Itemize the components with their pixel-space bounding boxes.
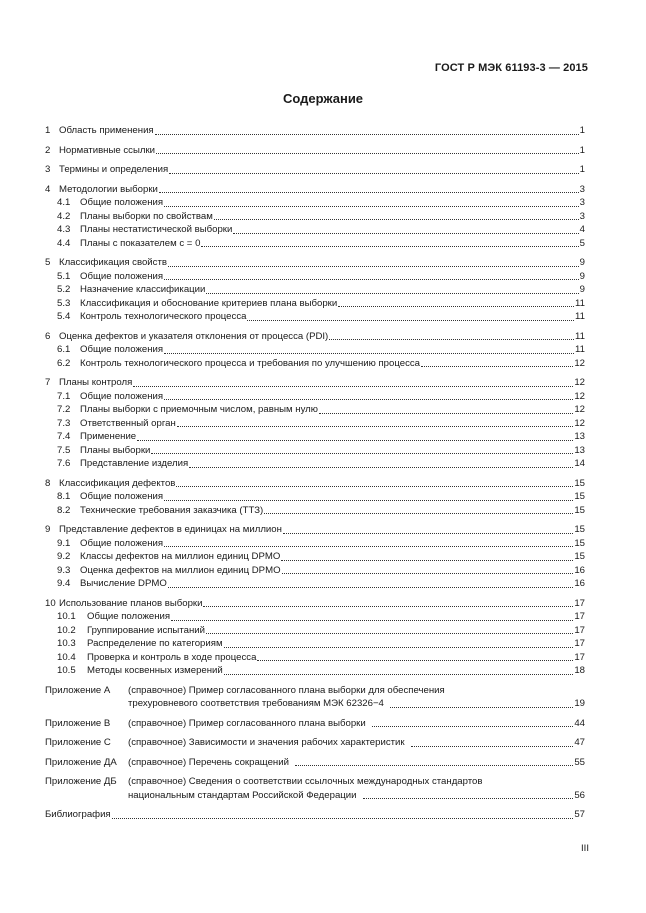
dot-leader bbox=[159, 191, 579, 193]
toc-entry-number: 7.3 bbox=[57, 417, 71, 429]
appendix-page: 56 bbox=[574, 789, 585, 801]
toc-entry-number: 7.1 bbox=[57, 390, 71, 402]
toc-entry-number: 6.2 bbox=[57, 357, 71, 369]
toc-entry-page: 14 bbox=[574, 458, 585, 469]
dot-leader bbox=[168, 586, 574, 588]
dot-leader bbox=[224, 646, 574, 648]
toc-entry-title: Представление изделия bbox=[80, 458, 189, 469]
toc-entry-page: 9 bbox=[579, 257, 585, 268]
appendix-entry[interactable] bbox=[45, 684, 585, 711]
toc-entry-number: 9.1 bbox=[57, 537, 71, 549]
toc-entry-number: 5.2 bbox=[57, 284, 71, 295]
dot-leader bbox=[214, 218, 579, 220]
dot-leader bbox=[283, 532, 573, 534]
toc-entry-number: 8 bbox=[45, 477, 51, 489]
appendix-entry[interactable] bbox=[45, 736, 585, 750]
toc-entry-page: 1 bbox=[579, 125, 585, 136]
dot-leader bbox=[168, 265, 579, 267]
toc-entry[interactable] bbox=[45, 550, 585, 564]
toc-entry-title: Ответственный орган bbox=[80, 417, 176, 429]
toc-entry[interactable] bbox=[45, 523, 585, 537]
toc-entry[interactable] bbox=[45, 637, 585, 651]
toc-entry-number: 10.3 bbox=[57, 638, 76, 649]
appendix-text bbox=[128, 736, 585, 750]
page-number: III bbox=[581, 843, 589, 854]
toc-entry-page: 17 bbox=[574, 638, 585, 649]
toc-entry-number: 10.1 bbox=[57, 611, 76, 622]
dot-leader bbox=[112, 817, 574, 819]
toc-entry-title: Планы выборки bbox=[80, 444, 151, 456]
toc-entry-title: Назначение классификации bbox=[80, 284, 206, 295]
appendix-title-line bbox=[128, 717, 585, 731]
toc-entry-page: 12 bbox=[574, 417, 585, 429]
toc-entry-title: Планы нестатистической выборки bbox=[80, 224, 233, 235]
toc-entry-number: 7.5 bbox=[57, 444, 71, 456]
toc-entry-number: 3 bbox=[45, 164, 51, 175]
toc-entry-number: 4.2 bbox=[57, 210, 71, 222]
appendix-label: Приложение В bbox=[45, 717, 111, 729]
toc-entry-number: 7.4 bbox=[57, 431, 71, 442]
bibliography-page: 57 bbox=[574, 809, 585, 820]
toc-entry-title: Общие положения bbox=[80, 491, 164, 502]
toc-entry[interactable] bbox=[45, 163, 585, 177]
dot-leader bbox=[133, 385, 573, 387]
toc-entry-title: Планы с показателем c = 0 bbox=[80, 237, 201, 249]
document-code: ГОСТ Р МЭК 61193-3 — 2015 bbox=[434, 62, 588, 74]
toc-entry[interactable] bbox=[45, 664, 585, 678]
dot-leader bbox=[329, 338, 574, 340]
dot-leader bbox=[169, 172, 578, 174]
toc-entry-page: 17 bbox=[574, 651, 585, 663]
toc-entry[interactable] bbox=[45, 504, 585, 518]
dot-leader bbox=[264, 512, 573, 514]
toc-entry-title: Общие положения bbox=[80, 197, 164, 208]
dot-leader bbox=[206, 292, 578, 294]
appendix-title-text: национальным стандартам Российской Федерации bbox=[128, 789, 357, 801]
toc-entry-number: 6 bbox=[45, 330, 51, 342]
table-of-contents bbox=[45, 124, 585, 822]
toc-entry-page: 16 bbox=[574, 564, 585, 576]
dot-leader bbox=[155, 133, 579, 135]
toc-entry-page: 15 bbox=[574, 537, 585, 549]
appendix-text bbox=[128, 717, 585, 731]
toc-entry-page: 18 bbox=[574, 665, 585, 676]
toc-entry-title: Контроль технологического процесса bbox=[80, 311, 247, 322]
toc-entry[interactable] bbox=[45, 343, 585, 357]
dot-leader bbox=[206, 632, 573, 634]
toc-entry[interactable] bbox=[45, 210, 585, 224]
dot-leader bbox=[390, 706, 573, 708]
toc-entry[interactable] bbox=[45, 297, 585, 311]
toc-entry[interactable] bbox=[45, 624, 585, 638]
toc-entry[interactable] bbox=[45, 310, 585, 324]
toc-entry-page: 15 bbox=[574, 491, 585, 502]
toc-entry[interactable] bbox=[45, 124, 585, 138]
toc-entry[interactable] bbox=[45, 357, 585, 371]
toc-entry-number: 9.3 bbox=[57, 564, 71, 576]
dot-leader bbox=[201, 245, 578, 247]
toc-entry-number: 5 bbox=[45, 257, 51, 268]
toc-entry[interactable] bbox=[45, 330, 585, 344]
toc-entry-page: 11 bbox=[575, 330, 585, 342]
toc-entry-title: Общие положения bbox=[87, 611, 171, 622]
toc-entry[interactable] bbox=[45, 270, 585, 284]
toc-entry-title: Классы дефектов на миллион единиц DPMO bbox=[80, 551, 281, 562]
toc-entry-title: Классификация и обоснование критериев плана выборки bbox=[80, 297, 338, 309]
toc-entry[interactable] bbox=[45, 651, 585, 665]
appendix-page: 47 bbox=[574, 737, 585, 748]
toc-entry-title: Использование планов выборки bbox=[59, 597, 203, 609]
appendix-entry[interactable] bbox=[45, 717, 585, 731]
toc-entry-page: 11 bbox=[575, 311, 585, 322]
dot-leader bbox=[319, 412, 573, 414]
toc-entry-number: 1 bbox=[45, 125, 51, 136]
appendix-title-line: (справочное) Пример согласованного плана выборки для обеспечения bbox=[128, 684, 445, 696]
dot-leader bbox=[151, 452, 573, 454]
toc-entry-title: Планы выборки с приемочным числом, равным нулю bbox=[80, 404, 318, 415]
toc-entry-title: Контроль технологического процесса и требования по улучшению процесса bbox=[80, 357, 421, 369]
dot-leader bbox=[411, 745, 574, 747]
toc-entry[interactable] bbox=[45, 144, 585, 158]
toc-entry-title: Планы выборки по свойствам bbox=[80, 210, 213, 222]
toc-entry-number: 8.1 bbox=[57, 491, 71, 502]
toc-entry-title: Методологии выборки bbox=[59, 183, 158, 195]
toc-entry-title: Технические требования заказчика (ТТЗ) bbox=[80, 504, 264, 516]
dot-leader bbox=[363, 797, 574, 799]
toc-entry-page: 17 bbox=[574, 611, 585, 622]
toc-entry-page: 16 bbox=[574, 578, 585, 589]
toc-entry-number: 10 bbox=[45, 597, 56, 609]
dot-leader bbox=[203, 605, 573, 607]
toc-entry-title: Оценка дефектов и указателя отклонения от процесса (PDI) bbox=[59, 330, 329, 342]
toc-entry-number: 7.2 bbox=[57, 404, 71, 415]
toc-entry-number: 10.4 bbox=[57, 651, 76, 663]
dot-leader bbox=[171, 619, 573, 621]
dot-leader bbox=[233, 232, 578, 234]
toc-entry[interactable] bbox=[45, 430, 585, 444]
toc-entry-title: Нормативные ссылки bbox=[59, 144, 156, 156]
toc-entry-page: 4 bbox=[579, 224, 585, 235]
toc-entry-title: Оценка дефектов на миллион единиц DPMO bbox=[80, 564, 281, 576]
appendix-text bbox=[128, 684, 585, 711]
appendix-label: Приложение ДБ bbox=[45, 776, 117, 787]
appendix-title-text: (справочное) Пример согласованного плана выборки bbox=[128, 717, 366, 729]
toc-entry[interactable] bbox=[45, 610, 585, 624]
toc-entry-number: 5.4 bbox=[57, 311, 71, 322]
toc-entry[interactable] bbox=[45, 477, 585, 491]
toc-entry-page: 15 bbox=[574, 551, 585, 562]
dot-leader bbox=[177, 425, 574, 427]
dot-leader bbox=[247, 319, 574, 321]
toc-entry-title: Общие положения bbox=[80, 344, 164, 355]
toc-entry-page: 15 bbox=[574, 524, 585, 535]
toc-entry-page: 12 bbox=[574, 404, 585, 415]
appendix-title-line bbox=[128, 756, 585, 770]
toc-entry-page: 17 bbox=[574, 597, 585, 609]
appendix-entry[interactable] bbox=[45, 756, 585, 770]
dot-leader bbox=[164, 205, 579, 207]
toc-entry-page: 3 bbox=[579, 210, 585, 222]
toc-entry-page: 12 bbox=[574, 357, 585, 369]
toc-entry-title: Планы контроля bbox=[59, 377, 133, 388]
toc-entry[interactable] bbox=[45, 223, 585, 237]
toc-entry-title: Общие положения bbox=[80, 537, 164, 549]
toc-entry-number: 7 bbox=[45, 377, 51, 388]
toc-entry-page: 12 bbox=[574, 377, 585, 388]
toc-entry[interactable] bbox=[45, 457, 585, 471]
toc-entry-number: 7.6 bbox=[57, 458, 71, 469]
appendix-text bbox=[128, 775, 585, 802]
appendix-title-text: (справочное) Зависимости и значения рабочих характеристик bbox=[128, 737, 405, 748]
toc-entry-title: Представление дефектов в единицах на миллион bbox=[59, 524, 282, 535]
dot-leader bbox=[164, 278, 579, 280]
appendix-title-text: (справочное) Перечень сокращений bbox=[128, 756, 289, 768]
dot-leader bbox=[164, 352, 574, 354]
toc-entry-page: 5 bbox=[579, 237, 585, 249]
toc-entry-number: 4.4 bbox=[57, 237, 71, 249]
appendix-entry[interactable] bbox=[45, 775, 585, 802]
dot-leader bbox=[257, 659, 573, 661]
toc-entry-number: 4.3 bbox=[57, 224, 71, 235]
appendix-title-line: (справочное) Сведения о соответствии ссылочных международных стандартов bbox=[128, 776, 483, 787]
appendix-text bbox=[128, 756, 585, 770]
toc-entry-number: 5.1 bbox=[57, 270, 71, 282]
toc-entry-title: Группирование испытаний bbox=[87, 624, 205, 636]
dot-leader bbox=[281, 559, 573, 561]
toc-entry-page: 15 bbox=[574, 477, 585, 489]
toc-entry-page: 11 bbox=[575, 297, 585, 309]
toc-entry-number: 9.2 bbox=[57, 551, 71, 562]
toc-entry[interactable] bbox=[45, 564, 585, 578]
dot-leader bbox=[176, 485, 573, 487]
page-title: Содержание bbox=[282, 91, 364, 106]
dot-leader bbox=[372, 725, 574, 727]
toc-entry-page: 11 bbox=[575, 344, 585, 355]
toc-entry-title: Термины и определения bbox=[59, 164, 169, 175]
toc-entry-title: Вычисление DPMO bbox=[80, 578, 167, 589]
toc-entry-number: 9.4 bbox=[57, 578, 71, 589]
toc-entry-page: 17 bbox=[574, 624, 585, 636]
toc-entry[interactable] bbox=[45, 577, 585, 591]
toc-entry-number: 9 bbox=[45, 524, 51, 535]
dot-leader bbox=[164, 545, 573, 547]
toc-entry-page: 3 bbox=[579, 197, 585, 208]
toc-entry[interactable] bbox=[45, 196, 585, 210]
toc-entry-page: 3 bbox=[579, 183, 585, 195]
toc-entry-title: Общие положения bbox=[80, 270, 164, 282]
toc-entry[interactable] bbox=[45, 390, 585, 404]
toc-entry-page: 9 bbox=[579, 270, 585, 282]
appendix-label: Приложение С bbox=[45, 737, 111, 748]
toc-entry-number: 8.2 bbox=[57, 504, 71, 516]
toc-entry-page: 1 bbox=[579, 144, 585, 156]
appendix-title-line bbox=[128, 697, 585, 711]
dot-leader bbox=[189, 466, 573, 468]
appendix-title-line bbox=[128, 789, 585, 803]
toc-entry-page: 12 bbox=[574, 390, 585, 402]
dot-leader bbox=[338, 305, 574, 307]
toc-entry[interactable] bbox=[45, 403, 585, 417]
toc-entry[interactable] bbox=[45, 537, 585, 551]
toc-entry-number: 10.5 bbox=[57, 665, 76, 676]
appendix-label: Приложение А bbox=[45, 684, 111, 696]
toc-entry[interactable] bbox=[45, 444, 585, 458]
dot-leader bbox=[156, 152, 579, 154]
toc-entry[interactable] bbox=[45, 417, 585, 431]
toc-entry[interactable] bbox=[45, 597, 585, 611]
toc-entry-page: 9 bbox=[579, 284, 585, 295]
dot-leader bbox=[295, 764, 573, 766]
bibliography-entry[interactable] bbox=[45, 808, 585, 822]
toc-entry-title: Общие положения bbox=[80, 390, 164, 402]
toc-entry[interactable] bbox=[45, 237, 585, 251]
dot-leader bbox=[421, 365, 573, 367]
toc-entry-title: Применение bbox=[80, 431, 137, 442]
toc-entry[interactable] bbox=[45, 283, 585, 297]
toc-entry-page: 15 bbox=[574, 504, 585, 516]
toc-entry[interactable] bbox=[45, 256, 585, 270]
dot-leader bbox=[137, 439, 573, 441]
appendix-title-text: трехуровневого соответствия требованиям МЭК 62326−4 bbox=[128, 698, 384, 709]
toc-entry-title: Распределение по категориям bbox=[87, 638, 223, 649]
toc-entry-title: Классификация свойств bbox=[59, 257, 167, 268]
toc-entry[interactable] bbox=[45, 376, 585, 390]
toc-entry[interactable] bbox=[45, 490, 585, 504]
toc-entry-title: Проверка и контроль в ходе процесса bbox=[87, 651, 257, 663]
toc-entry-title: Методы косвенных измерений bbox=[87, 665, 223, 676]
toc-entry-number: 10.2 bbox=[57, 624, 76, 636]
dot-leader bbox=[164, 499, 573, 501]
appendix-page: 19 bbox=[574, 698, 585, 709]
appendix-title-line bbox=[128, 736, 585, 750]
dot-leader bbox=[282, 572, 574, 574]
toc-entry-page: 1 bbox=[579, 164, 585, 175]
toc-entry-number: 4.1 bbox=[57, 197, 71, 208]
toc-entry-title: Область применения bbox=[59, 125, 154, 136]
toc-entry-number: 2 bbox=[45, 144, 51, 156]
toc-entry[interactable] bbox=[45, 183, 585, 197]
toc-entry-title: Классификация дефектов bbox=[59, 477, 176, 489]
toc-entry-page: 13 bbox=[574, 444, 585, 456]
dot-leader bbox=[224, 673, 574, 675]
toc-entry-number: 4 bbox=[45, 183, 51, 195]
appendix-label: Приложение ДА bbox=[45, 756, 117, 768]
toc-entry-page: 13 bbox=[574, 431, 585, 442]
appendix-page: 55 bbox=[574, 756, 585, 768]
bibliography-title: Библиография bbox=[45, 809, 111, 820]
toc-entry-number: 6.1 bbox=[57, 344, 71, 355]
dot-leader bbox=[164, 398, 573, 400]
appendix-page: 44 bbox=[574, 717, 585, 729]
toc-entry-number: 5.3 bbox=[57, 297, 71, 309]
